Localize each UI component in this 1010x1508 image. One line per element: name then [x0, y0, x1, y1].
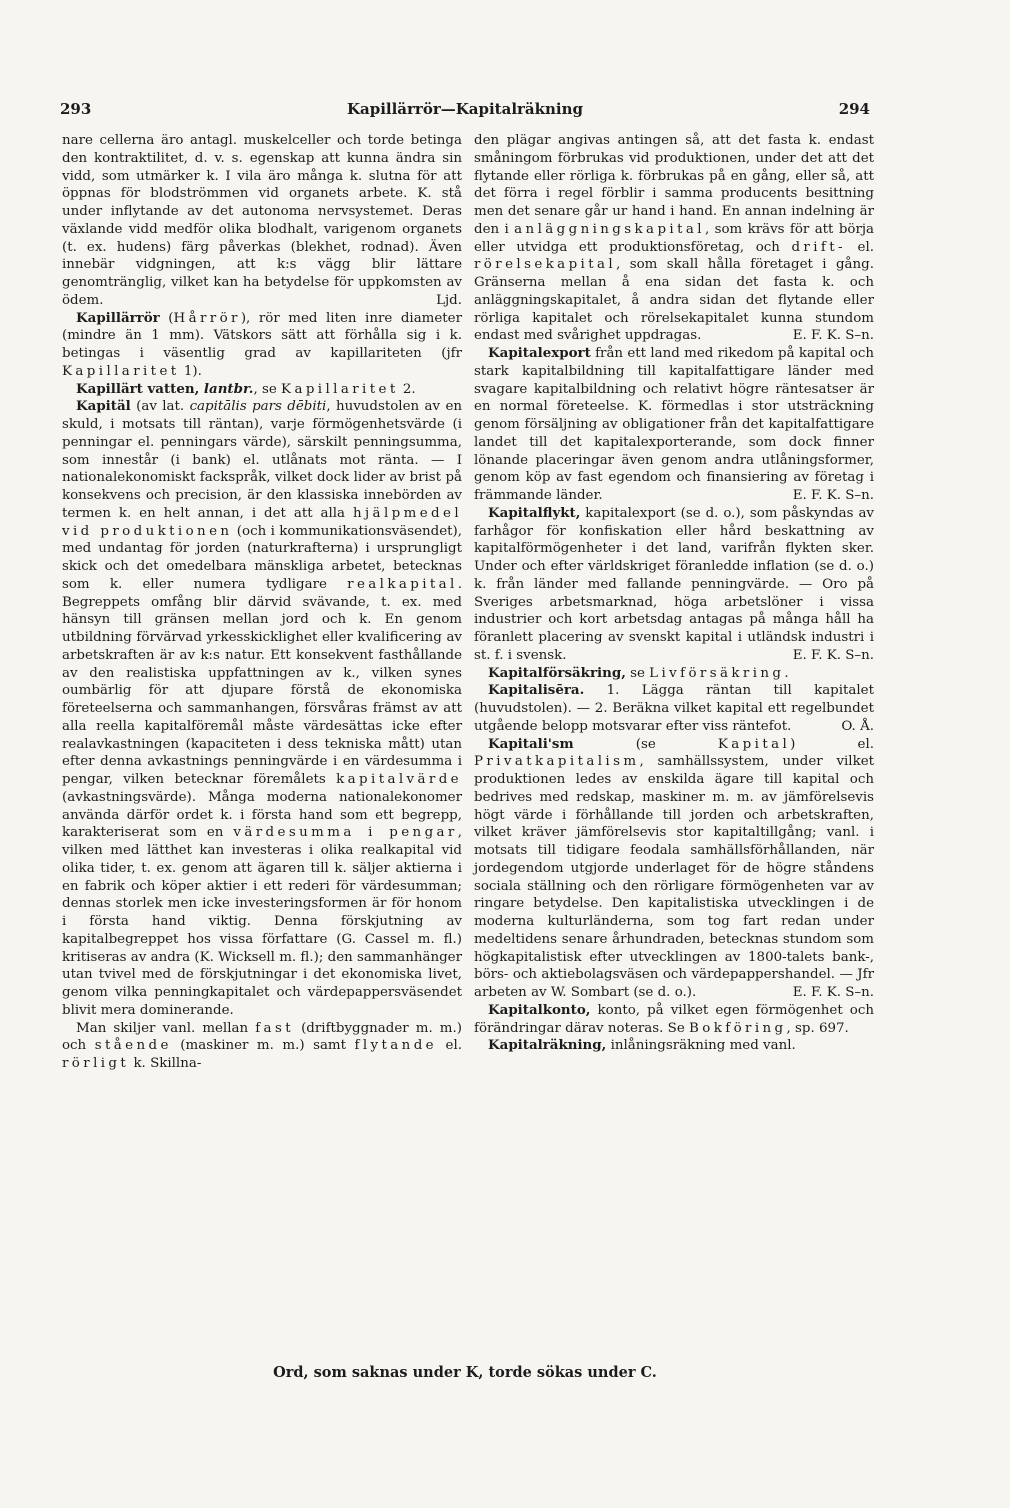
footer-note: Ord, som saknas under K, torde sökas under C.: [273, 1364, 657, 1381]
left-column: [62, 132, 462, 1073]
headword: Kapitalisēra.: [488, 682, 585, 699]
headword: Kapitalflykt,: [488, 504, 581, 521]
page-number-left: 293: [60, 100, 92, 118]
entry-kapitalrakning: Kapitalräkning, inlåningsräkning med vanl.: [488, 1037, 796, 1054]
headword: Kapillärt vatten,: [76, 380, 200, 397]
headword: Kapitalexport: [488, 345, 591, 361]
entry-kapital: Kapitäl (av lat. capitālis pars dēbiti, huvudstolen av en skuld, i motsats till räntan), varje förmögenhetsvärde (i penningar el. penningars värde), särskilt penningsumma, som innestår (i bank) el. utlånats mot ränta. — I nationalekonomiskt fackspråk, vilket dock lider av brist på konsekvens och precision, är den klassiska innebörden av termen k. en helt annan, i det att alla hjälpmedel vid produktionen (och i kommunikationsväsendet), med undantag för jorden (naturkrafterna) i ursprungligt skick och det omedelbara mänskliga arbetet, betecknas som k. eller numera tydligare realkapital. Begreppets omfång blir därvid svävande, t. ex. med hänsyn till gränsen mellan jord och k. En genom utbildning förvärvad yrkesskicklighet eller kvalificering av arbetskraften är av k:s natur. Ett konsekvent fasthållande av den realistiska uppfattningen av k., vilken synes oumbärlig för att djupare förstå de ekonomiska företeelserna och sammanhangen, försvåras främst av att alla reella kapitalföremål måste värdesättas icke efter realavkastningen (kapaciteten i dess tekniska mått) utan efter denna avkastnings penningvärde i en värdesumma i pengar, vilken betecknar föremålets kapitalvärde (avkastningsvärde). Många moderna nationalekonomer använda därför ordet k. i första hand som ett begrepp, karakteriserat som en värdesumma i pengar, vilken med lätthet kan investeras i olika realkapital vid olika tider, t. ex. genom att ägaren till k. säljer aktierna i en fabrik och köper aktier i ett rederi för värdesumman; dennas storlek men icke investeringsformen är för honom i första hand viktig. Denna förskjutning av kapitalbegreppet hos vissa författare (G. Cassel m. fl.) kritiseras av andra (K. Wicksell m. fl.); den sammanhänger utan tvivel med de förskjutningar i det ekonomiska livet, genom vilka penningkapitalet och värdepappersväsendet blivit mera dominerande.: [62, 398, 462, 1018]
author-signature: Ljd.: [436, 292, 462, 308]
headword: Kapitali'sm: [488, 735, 574, 752]
author-signature: E. F. K. S–n.: [792, 488, 874, 503]
headword: Kapillärrör: [76, 309, 160, 326]
entry-kapillarer-continued: nare cellerna äro antagl. muskelceller och torde betinga den kontraktilitet, d. v. s. egenskap att kunna ändra sin vidd, som utmärker k. I vila äro många k. slutna för att öppnas för blodströmmen vid organets arbete. K. stå under inflytande av det autonoma nervsystemet. Deras växlande vidd medför olika blodhalt, varigenom organets (t. ex. hudens) färg påverkas (blekhet, rodnad). Även innebär vidgningen, att k:s vägg blir lättare genomtränglig, vilket kan ha betydelse för uppkomsten av ödem. Ljd.: [62, 133, 462, 308]
headword: Kapitalkonto,: [488, 1001, 591, 1018]
entry-kapitalisera: Kapitalisēra. 1. Lägga räntan till kapitalet (huvudstolen). — 2. Beräkna vilket kapital ett regelbundet utgående belopp motsvarar efter viss räntefot. O. Å.: [474, 682, 874, 734]
page-header: [60, 100, 870, 122]
running-title: Kapillärrör—Kapitalräkning: [346, 100, 584, 118]
entry-kapitalkonto: Kapitalkonto, konto, på vilket egen förmögenhet och förändringar därav noteras. Se Bokföring, sp. 697.: [474, 1001, 874, 1036]
entry-kapillart-vatten: Kapillärt vatten, lantbr., se Kapillaritet 2.: [76, 380, 416, 397]
author-signature: E. F. K. S–n.: [792, 985, 874, 1000]
entry-kapitalism: Kapitali'sm (se Kapital) el. Privatkapitalism, samhällssystem, under vilket produktionen ledes av enskilda ägare till kapital och bedrives med redskap, maskiner m. m. av jämförelsevis högt värde i förhållande till jorden och arbetskraften, vilket kräver jämförelsevis stor kapitaltillgång; vanl. i motsats till tidigare feodala samhällsförhållanden, när jordegendom utgjorde underlaget för de högre ståndens sociala ställning och den rörligare förmögenheten var av ringare betydelse. Den kapitalistiska utvecklingen i de moderna kulturländerna, som tog fart redan under medeltidens senare århundraden, betecknas stundom som högkapitalistisk efter utvecklingen av 1800-talets bank-, börs- och aktiebolagsväsen och värdepappershandel. — Jfr arbeten av W. Sombart (se d. o.). E. F. K. S–n.: [474, 735, 874, 1000]
author-signature: O. Å.: [841, 718, 874, 734]
entry-kapitalflykt: Kapitalflykt, kapitalexport (se d. o.), som påskyndas av farhågor för konfiskation eller hård beskattning av kapitalförmögenheter i det land, varifrån flykten sker. Under och efter världskriget föranledde inflation (se d. o.) k. från länder med fallande penningvärde. — Oro på Sveriges arbetsmarknad, höga arbetslöner i vissa industrier och kort arbetsdag antagas på många håll ha föranlett placering av svenskt kapital i utländsk industri i st. f. i svensk. E. F. K. S–n.: [474, 504, 874, 663]
author-signature: E. F. K. S–n.: [792, 328, 874, 344]
entry-kapillarror: Kapillärrör (Hårrör), rör med liten inre diameter (mindre än 1 mm). Vätskors sätt att förhålla sig i k. betingas i väsentlig grad av kapillariteten (jfr Kapillaritet 1).: [62, 309, 463, 379]
entry-kapitalexport: Kapitalexport från ett land med rikedom på kapital och stark kapitalbildning till kapitalfattigare länder med svagare kapitalbildning och relativt högre räntesatser är en normal företeelse. K. förmedlas i stor utsträckning genom försäljning av obligationer från det kapitalfattigare landet till det kapitalexporterande, som dock finner lönande placeringar även genom andra utlåningsformer, genom köp av fast egendom och finansiering av företag i främmande länder. E. F. K. S–n.: [474, 345, 874, 503]
author-signature: E. F. K. S–n.: [792, 647, 874, 663]
headword: Kapitalräkning,: [488, 1037, 607, 1054]
right-column: [474, 132, 874, 1055]
page-number-right: 294: [838, 100, 870, 118]
entry-kapital-continued: Man skiljer vanl. mellan fast (driftbyggnader m. m.) och stående (maskiner m. m.) samt flytande el. rörligt k. Skillna-: [62, 1020, 462, 1071]
headword: Kapitalförsäkring,: [488, 664, 626, 681]
entry-kapitalforsakring: Kapitalförsäkring, se Livförsäkring.: [488, 664, 789, 681]
entry-kapital-end: den plägar angivas antingen så, att det fasta k. endast småningom förbrukas vid produktionen, under det att det flytande eller rörliga k. förbrukas på en gång, eller så, att det förra i regel förblir i samma producents besittning men det senare går ur hand i hand. En annan indelning är den i anläggningskapital, som krävs för att börja eller utvidga ett produktionsföretag, och drift- el. rörelsekapital, som skall hålla företaget i gång. Gränserna mellan å ena sidan det fasta k. och anläggningskapitalet, å andra sidan det flytande eller rörliga kapitalet och rörelsekapitalet kunna stundom endast med svårighet uppdragas. E. F. K. S–n.: [474, 133, 874, 344]
headword: Kapitäl: [76, 398, 131, 415]
